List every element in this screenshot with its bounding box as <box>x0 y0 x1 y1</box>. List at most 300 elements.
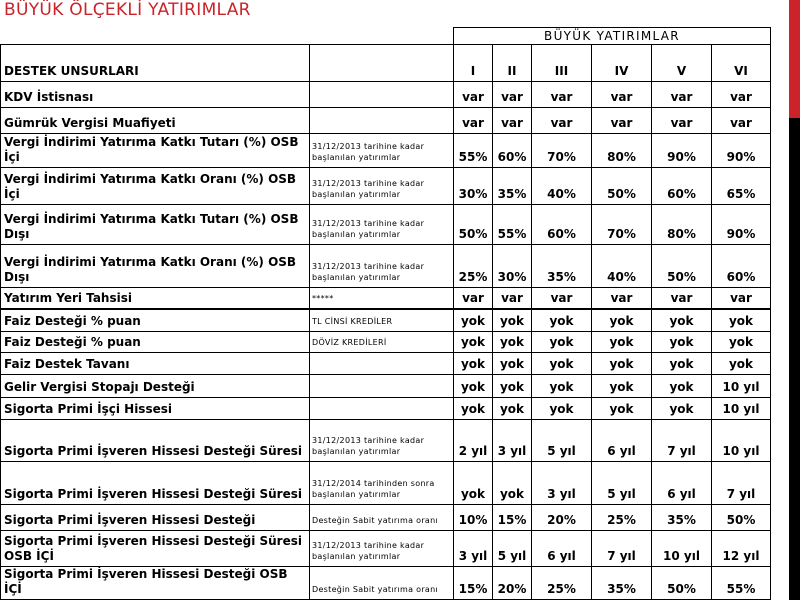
value-cell-5 <box>652 108 712 133</box>
value-cell-5 <box>652 375 712 397</box>
value-cell-5 <box>652 205 712 244</box>
row-label-cell <box>1 505 310 530</box>
value: 80% <box>667 227 696 241</box>
value-cell-5 <box>652 82 712 107</box>
value: var <box>501 90 523 104</box>
row-label: Sigorta Primi İşveren Hissesi Desteği Süresi OSB İÇİ <box>4 534 302 563</box>
value-cell-1 <box>454 375 493 397</box>
value: 50% <box>458 227 488 241</box>
value: 60% <box>667 187 696 201</box>
row-label-cell <box>1 205 310 244</box>
value-cell-4 <box>592 420 652 461</box>
value-cell-4 <box>592 398 652 419</box>
row-label: Vergi İndirimi Yatırıma Katkı Oranı (%) OSB İçi <box>4 172 297 201</box>
value: 10 yıl <box>722 402 760 416</box>
value: 90% <box>726 150 756 164</box>
row-note: 31/12/2014 tarihinden sonra başlanılan yatırımlar <box>312 479 435 499</box>
value: 10 yıl <box>722 444 760 458</box>
row-note: 31/12/2013 tarihine kadar başlanılan yatırımlar <box>312 219 425 239</box>
column-header-2 <box>493 45 532 81</box>
value: yok <box>728 357 754 371</box>
value: 10 yıl <box>663 549 700 563</box>
value: yok <box>549 314 574 328</box>
value: 80% <box>607 150 636 164</box>
value: yok <box>460 402 486 416</box>
row-label: Sigorta Primi İşveren Hissesi Desteği Süresi <box>4 487 302 501</box>
value-cell-2 <box>493 462 532 504</box>
row-label-cell <box>1 288 310 308</box>
row-note-cell <box>310 310 454 331</box>
value: 3 yıl <box>497 444 527 458</box>
value: var <box>730 116 752 130</box>
table-header-row <box>1 45 771 82</box>
value-cell-1 <box>454 531 493 566</box>
value-cell-3 <box>532 567 592 599</box>
column-header-5 <box>652 45 712 81</box>
label-column-header <box>1 45 310 81</box>
value-cell-5 <box>652 353 712 374</box>
row-label-cell <box>1 108 310 133</box>
value-cell-3 <box>532 531 592 566</box>
value-cell-4 <box>592 168 652 204</box>
value: 35% <box>497 187 527 201</box>
value: 6 yıl <box>667 487 696 501</box>
value: yok <box>609 357 634 371</box>
value: yok <box>499 380 525 394</box>
value: 50% <box>667 270 696 284</box>
value-cell-3 <box>532 108 592 133</box>
value: yok <box>460 380 486 394</box>
table-row <box>1 420 771 462</box>
row-note: Desteğin Sabit yatırıma oranı <box>312 516 439 525</box>
value: 40% <box>607 270 636 284</box>
value-cell-3 <box>532 398 592 419</box>
value-cell-3 <box>532 462 592 504</box>
row-label: Yatırım Yeri Tahsisi <box>4 291 132 305</box>
value-cell-2 <box>493 134 532 167</box>
side-accent-bar-black <box>789 118 800 600</box>
value: 5 yıl <box>547 444 576 458</box>
value: yok <box>549 335 574 349</box>
row-note: 31/12/2013 tarihine kadar başlanılan yatırımlar <box>312 541 425 561</box>
value: yok <box>549 357 574 371</box>
value: 20% <box>497 582 527 596</box>
value: 50% <box>667 582 696 596</box>
row-note: 31/12/2013 tarihine kadar başlanılan yatırımlar <box>312 179 425 199</box>
value: yok <box>669 314 694 328</box>
row-note-cell <box>310 332 454 352</box>
value-cell-5 <box>652 310 712 331</box>
value-cell-3 <box>532 82 592 107</box>
row-note-cell <box>310 108 454 133</box>
value: yok <box>669 402 694 416</box>
value-cell-4 <box>592 462 652 504</box>
value-cell-3 <box>532 505 592 530</box>
value: var <box>610 116 633 130</box>
value-cell-1 <box>454 332 493 352</box>
value-cell-6 <box>712 168 771 204</box>
value: 15% <box>497 513 527 527</box>
value: 40% <box>547 187 576 201</box>
table-row <box>1 134 771 168</box>
row-label: Vergi İndirimi Yatırıma Katkı Tutarı (%) OSB İçi <box>4 135 299 164</box>
value: yok <box>669 357 694 371</box>
value: 60% <box>726 270 756 284</box>
value: 10% <box>458 513 488 527</box>
value: 7 yıl <box>607 549 636 563</box>
table-row <box>1 531 771 567</box>
value-cell-6 <box>712 398 771 419</box>
value: 55% <box>497 227 527 241</box>
column-header-text: III <box>554 64 569 78</box>
value: var <box>462 90 484 104</box>
value: yok <box>460 357 486 371</box>
value-cell-4 <box>592 82 652 107</box>
value: 6 yıl <box>547 549 576 563</box>
column-header-1 <box>454 45 493 81</box>
value: 30% <box>458 187 488 201</box>
value: 50% <box>607 187 636 201</box>
table-row <box>1 353 771 375</box>
value-cell-4 <box>592 108 652 133</box>
row-label: Sigorta Primi İşveren Hissesi Desteği <box>4 513 256 527</box>
row-note-cell <box>310 205 454 244</box>
value-cell-3 <box>532 310 592 331</box>
column-header-text: I <box>470 64 476 78</box>
value-cell-1 <box>454 205 493 244</box>
value-cell-1 <box>454 398 493 419</box>
value-cell-1 <box>454 134 493 167</box>
value-cell-6 <box>712 505 771 530</box>
value-cell-3 <box>532 375 592 397</box>
value-cell-6 <box>712 375 771 397</box>
support-table <box>0 44 771 600</box>
value-cell-1 <box>454 420 493 461</box>
column-header-4 <box>592 45 652 81</box>
row-label-cell <box>1 353 310 374</box>
value-cell-1 <box>454 82 493 107</box>
value-cell-4 <box>592 375 652 397</box>
value-cell-6 <box>712 108 771 133</box>
value-cell-2 <box>493 245 532 287</box>
value: var <box>610 90 633 104</box>
value-cell-1 <box>454 505 493 530</box>
value: yok <box>609 402 634 416</box>
row-note: 31/12/2013 tarihine kadar başlanılan yatırımlar <box>312 436 425 456</box>
side-accent-bar-red <box>789 0 800 118</box>
row-note-cell <box>310 134 454 167</box>
value: 70% <box>547 150 576 164</box>
table-row <box>1 332 771 353</box>
column-header-text: II <box>507 64 517 78</box>
value-cell-2 <box>493 531 532 566</box>
value-cell-2 <box>493 310 532 331</box>
row-note-cell <box>310 398 454 419</box>
value-cell-2 <box>493 567 532 599</box>
value-cell-5 <box>652 531 712 566</box>
column-header-3 <box>532 45 592 81</box>
value: 5 yıl <box>607 487 636 501</box>
row-label-cell <box>1 531 310 566</box>
label-column-header-text: DESTEK UNSURLARI <box>4 64 139 78</box>
value-cell-2 <box>493 168 532 204</box>
value: yok <box>549 380 574 394</box>
row-label: Gelir Vergisi Stopajı Desteği <box>4 380 195 394</box>
value: yok <box>669 380 694 394</box>
value-cell-6 <box>712 462 771 504</box>
value-cell-1 <box>454 310 493 331</box>
note-column-header <box>310 45 454 81</box>
value-cell-4 <box>592 134 652 167</box>
row-label-cell <box>1 375 310 397</box>
column-header-text: VI <box>734 64 748 78</box>
value: 70% <box>607 227 636 241</box>
row-note-cell <box>310 567 454 599</box>
table-row <box>1 168 771 205</box>
row-note: TL CİNSİ KREDİLER <box>312 317 393 326</box>
value: var <box>462 291 484 305</box>
row-note: ***** <box>312 294 334 303</box>
value-cell-3 <box>532 288 592 308</box>
row-label-cell <box>1 420 310 461</box>
row-label-cell <box>1 134 310 167</box>
page-title: BÜYÜK ÖLÇEKLİ YATIRIMLAR <box>4 0 251 20</box>
value: 3 yıl <box>547 487 576 501</box>
value-cell-6 <box>712 332 771 352</box>
row-label: Sigorta Primi İşveren Hissesi Desteği Süresi <box>4 444 302 458</box>
table-row <box>1 398 771 420</box>
value: 6 yıl <box>607 444 636 458</box>
value-cell-1 <box>454 462 493 504</box>
value: 3 yıl <box>458 549 488 563</box>
value: yok <box>609 314 634 328</box>
value: 12 yıl <box>722 549 760 563</box>
row-note-cell <box>310 168 454 204</box>
row-note-cell <box>310 288 454 308</box>
value-cell-6 <box>712 353 771 374</box>
value: var <box>550 116 573 130</box>
row-note-cell <box>310 375 454 397</box>
value-cell-5 <box>652 567 712 599</box>
value: var <box>730 291 752 305</box>
value: 25% <box>607 513 636 527</box>
value-cell-2 <box>493 398 532 419</box>
value: 7 yıl <box>667 444 696 458</box>
value-cell-4 <box>592 310 652 331</box>
value: 55% <box>458 150 488 164</box>
value-cell-5 <box>652 420 712 461</box>
value-cell-6 <box>712 82 771 107</box>
row-note: Desteğin Sabit yatırıma oranı <box>312 585 439 594</box>
row-note-cell <box>310 82 454 107</box>
row-label-cell <box>1 332 310 352</box>
value: 5 yıl <box>497 549 527 563</box>
row-label: Vergi İndirimi Yatırıma Katkı Tutarı (%) OSB Dışı <box>4 212 299 241</box>
row-note-cell <box>310 505 454 530</box>
value: 10 yıl <box>722 380 760 394</box>
value-cell-1 <box>454 567 493 599</box>
row-label-cell <box>1 168 310 204</box>
value-cell-5 <box>652 168 712 204</box>
row-label-cell <box>1 567 310 599</box>
value-cell-6 <box>712 205 771 244</box>
value-cell-2 <box>493 375 532 397</box>
value: 60% <box>547 227 576 241</box>
value-cell-3 <box>532 245 592 287</box>
value-cell-1 <box>454 288 493 308</box>
value-cell-5 <box>652 134 712 167</box>
value-cell-6 <box>712 245 771 287</box>
value: 55% <box>726 582 756 596</box>
value: yok <box>499 335 525 349</box>
value-cell-1 <box>454 245 493 287</box>
value: 35% <box>667 513 696 527</box>
value-cell-3 <box>532 205 592 244</box>
row-label: Sigorta Primi İşveren Hissesi Desteği OSB İÇİ <box>4 567 288 596</box>
row-note-cell <box>310 353 454 374</box>
value: yok <box>460 487 486 501</box>
value-cell-3 <box>532 134 592 167</box>
value: 60% <box>497 150 527 164</box>
value-cell-6 <box>712 567 771 599</box>
value: 25% <box>547 582 576 596</box>
column-header-6 <box>712 45 771 81</box>
value-cell-4 <box>592 288 652 308</box>
value: yok <box>499 357 525 371</box>
value: 7 yıl <box>726 487 756 501</box>
value: 90% <box>667 150 696 164</box>
value: var <box>730 90 752 104</box>
row-label: Vergi İndirimi Yatırıma Katkı Oranı (%) OSB Dışı <box>4 255 297 284</box>
value: var <box>670 291 693 305</box>
row-note-cell <box>310 420 454 461</box>
row-note-cell <box>310 462 454 504</box>
row-label: Faiz Destek Tavanı <box>4 357 130 371</box>
row-label-cell <box>1 245 310 287</box>
value-cell-2 <box>493 505 532 530</box>
value-cell-1 <box>454 168 493 204</box>
value: yok <box>609 335 634 349</box>
table-row <box>1 245 771 288</box>
value: 15% <box>458 582 488 596</box>
value-cell-4 <box>592 505 652 530</box>
table-row <box>1 462 771 505</box>
value: 35% <box>547 270 576 284</box>
value-cell-6 <box>712 134 771 167</box>
value-cell-3 <box>532 420 592 461</box>
value-cell-5 <box>652 505 712 530</box>
row-label: Gümrük Vergisi Muafiyeti <box>4 116 176 130</box>
value: yok <box>728 335 754 349</box>
table-row <box>1 375 771 398</box>
value-cell-4 <box>592 531 652 566</box>
value-cell-3 <box>532 332 592 352</box>
column-header-text: IV <box>614 64 629 78</box>
value: var <box>462 116 484 130</box>
value: 25% <box>458 270 488 284</box>
value: 35% <box>607 582 636 596</box>
value-cell-1 <box>454 353 493 374</box>
table-row <box>1 310 771 332</box>
value-cell-2 <box>493 420 532 461</box>
row-label-cell <box>1 462 310 504</box>
value: var <box>501 291 523 305</box>
table-row <box>1 205 771 245</box>
value-cell-6 <box>712 420 771 461</box>
value-cell-5 <box>652 462 712 504</box>
row-label: Faiz Desteği % puan <box>4 314 141 328</box>
value-cell-3 <box>532 353 592 374</box>
table-row <box>1 288 771 310</box>
value: yok <box>669 335 694 349</box>
value-cell-6 <box>712 531 771 566</box>
table-row <box>1 108 771 134</box>
value: var <box>670 116 693 130</box>
value-cell-5 <box>652 245 712 287</box>
row-label: Faiz Desteği % puan <box>4 335 141 349</box>
value-cell-1 <box>454 108 493 133</box>
value-cell-2 <box>493 353 532 374</box>
value-cell-2 <box>493 82 532 107</box>
value-cell-4 <box>592 353 652 374</box>
value: yok <box>460 314 486 328</box>
value: var <box>501 116 523 130</box>
value-cell-4 <box>592 332 652 352</box>
value: 50% <box>726 513 756 527</box>
value-cell-2 <box>493 288 532 308</box>
value: yok <box>549 402 574 416</box>
value-cell-5 <box>652 288 712 308</box>
table-row <box>1 82 771 108</box>
value: 2 yıl <box>458 444 488 458</box>
table-row <box>1 567 771 600</box>
group-header: BÜYÜK YATIRIMLAR <box>453 27 771 45</box>
table-row <box>1 505 771 531</box>
value-cell-5 <box>652 398 712 419</box>
row-note: 31/12/2013 tarihine kadar başlanılan yatırımlar <box>312 262 425 282</box>
value: yok <box>460 335 486 349</box>
row-note: DÖVİZ KREDİLERİ <box>312 338 387 347</box>
row-label-cell <box>1 82 310 107</box>
row-label-cell <box>1 398 310 419</box>
value: var <box>610 291 633 305</box>
value: yok <box>499 314 525 328</box>
value-cell-6 <box>712 288 771 308</box>
value-cell-4 <box>592 567 652 599</box>
value-cell-4 <box>592 245 652 287</box>
value: 20% <box>547 513 576 527</box>
row-note-cell <box>310 531 454 566</box>
value-cell-2 <box>493 108 532 133</box>
value: 65% <box>726 187 756 201</box>
row-label: Sigorta Primi İşçi Hissesi <box>4 402 172 416</box>
value-cell-4 <box>592 205 652 244</box>
value-cell-3 <box>532 168 592 204</box>
value-cell-5 <box>652 332 712 352</box>
value: var <box>550 291 573 305</box>
value: 90% <box>726 227 756 241</box>
value: yok <box>609 380 634 394</box>
column-header-text: V <box>676 64 687 78</box>
value-cell-6 <box>712 310 771 331</box>
row-note: 31/12/2013 tarihine kadar başlanılan yatırımlar <box>312 142 425 162</box>
value: yok <box>728 314 754 328</box>
value-cell-2 <box>493 205 532 244</box>
value-cell-2 <box>493 332 532 352</box>
value: 30% <box>497 270 527 284</box>
row-label-cell <box>1 310 310 331</box>
value: var <box>670 90 693 104</box>
